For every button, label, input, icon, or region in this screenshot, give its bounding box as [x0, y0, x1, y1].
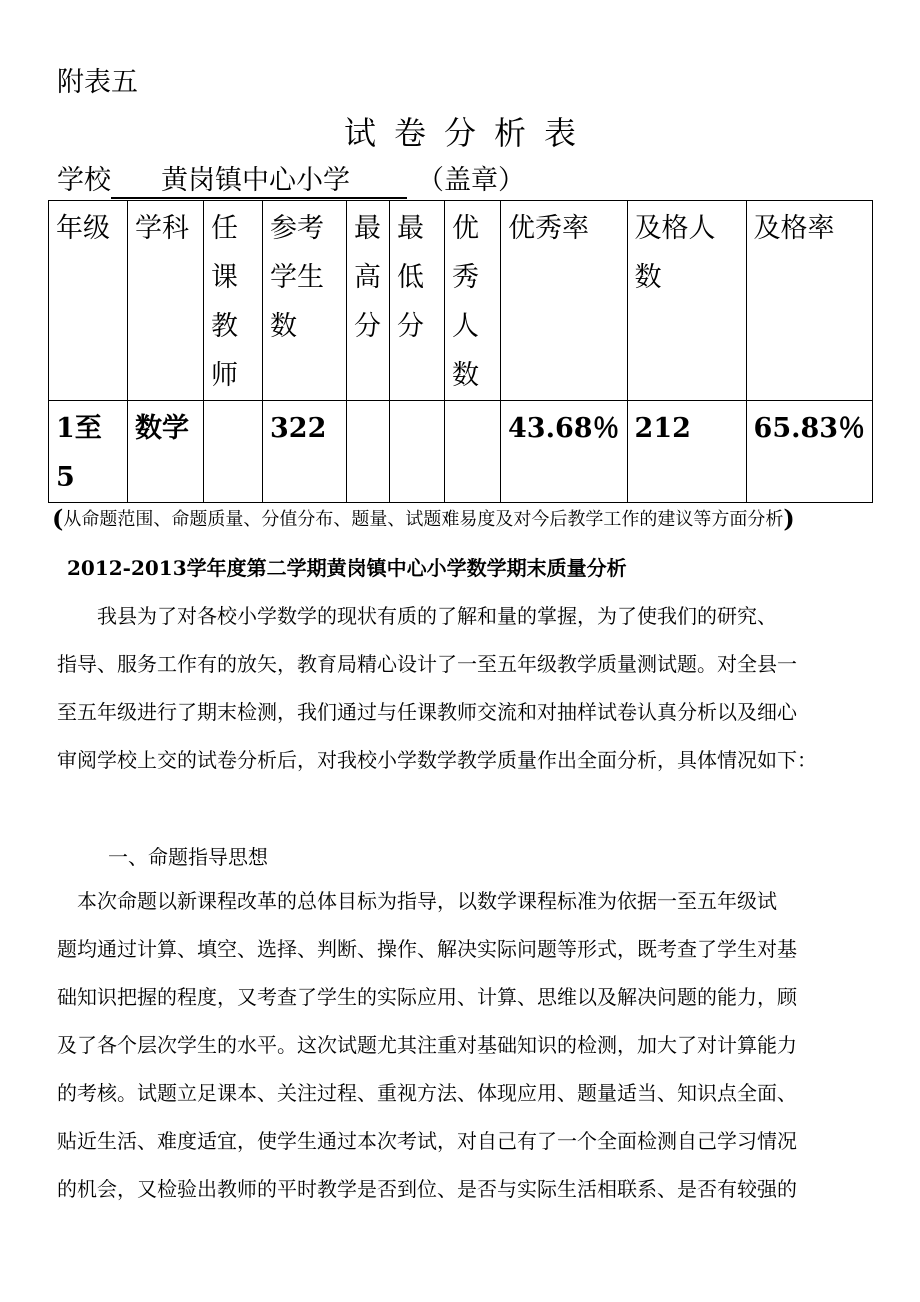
table-cell: 322 — [263, 401, 347, 503]
table-header-row — [49, 201, 873, 401]
paragraph-line: 题均通过计算、填空、选择、判断、操作、解决实际问题等形式，既考查了学生对基 — [57, 937, 797, 961]
table-row — [49, 401, 873, 503]
header-cell: 优秀率 — [501, 201, 628, 401]
paragraph-line: 础知识把握的程度，又考查了学生的实际应用、计算、思维以及解决问题的能力，顾 — [57, 985, 797, 1009]
header-cell: 学科 — [128, 201, 204, 401]
table-cell — [204, 401, 263, 503]
school-line — [57, 158, 525, 199]
header-cell: 及格率 — [746, 201, 873, 401]
header-cell: 年级 — [49, 201, 128, 401]
header-cell: 最低分 — [390, 201, 445, 401]
table-cell: 212 — [627, 401, 746, 503]
section-heading: 一、命题指导思想 — [108, 845, 268, 869]
header-cell: 优秀人数 — [445, 201, 501, 401]
header-cell: 参考学生数 — [263, 201, 347, 401]
table-cell: 65.83％ — [746, 401, 873, 503]
note-text: 从命题范围、命题质量、分值分布、题量、试题难易度及对今后教学工作的建议等方面分析 — [63, 509, 784, 530]
table-cell: 数学 — [128, 401, 204, 503]
paragraph-line: 的考核。试题立足课本、关注过程、重视方法、体现应用、题量适当、知识点全面、 — [57, 1081, 797, 1105]
paragraph-line: 贴近生活、难度适宜，使学生通过本次考试，对自己有了一个全面检测自己学习情况 — [57, 1129, 797, 1153]
annex-label: 附表五 — [57, 67, 138, 98]
paragraph-line: 的机会，又检验出教师的平时教学是否到位、是否与实际生活相联系、是否有较强的 — [57, 1177, 797, 1201]
table-cell — [347, 401, 390, 503]
header-cell: 任课教师 — [204, 201, 263, 401]
paragraph-line: 及了各个层次学生的水平。这次试题尤其注重对基础知识的检测，加大了对计算能力 — [57, 1033, 797, 1057]
paragraph-line: 审阅学校上交的试卷分析后，对我校小学数学教学质量作出全面分析，具体情况如下： — [57, 748, 817, 772]
report-subtitle: 2012-2013学年度第二学期黄岗镇中心小学数学期末质量分析 — [67, 556, 627, 580]
table-cell: 1至5 — [49, 401, 128, 503]
paragraph-line: 指导、服务工作有的放矢，教育局精心设计了一至五年级教学质量测试题。对全县一 — [57, 652, 797, 676]
seal-note: （盖章） — [417, 165, 525, 196]
note-open-paren: ( — [52, 504, 64, 533]
note-close-paren: ) — [783, 504, 795, 533]
table-cell — [445, 401, 501, 503]
analysis-note — [52, 504, 795, 533]
paragraph-line: 至五年级进行了期末检测，我们通过与任课教师交流和对抽样试卷认真分析以及细心 — [57, 700, 797, 724]
school-name: 黄岗镇中心小学 — [111, 158, 407, 199]
page-title: 试卷分析表 — [343, 114, 594, 152]
paragraph-line: 我县为了对各校小学数学的现状有质的了解和量的掌握，为了使我们的研究、 — [57, 604, 777, 628]
header-cell: 最高分 — [347, 201, 390, 401]
table-cell — [390, 401, 445, 503]
section1-paragraph — [57, 877, 887, 1213]
school-label: 学校 — [57, 165, 111, 196]
intro-paragraph — [57, 592, 887, 784]
table-cell: 43.68％ — [501, 401, 628, 503]
paragraph-line: 本次命题以新课程改革的总体目标为指导，以数学课程标准为依据一至五年级试 — [57, 889, 777, 913]
analysis-table — [48, 200, 873, 503]
header-cell: 及格人数 — [627, 201, 746, 401]
